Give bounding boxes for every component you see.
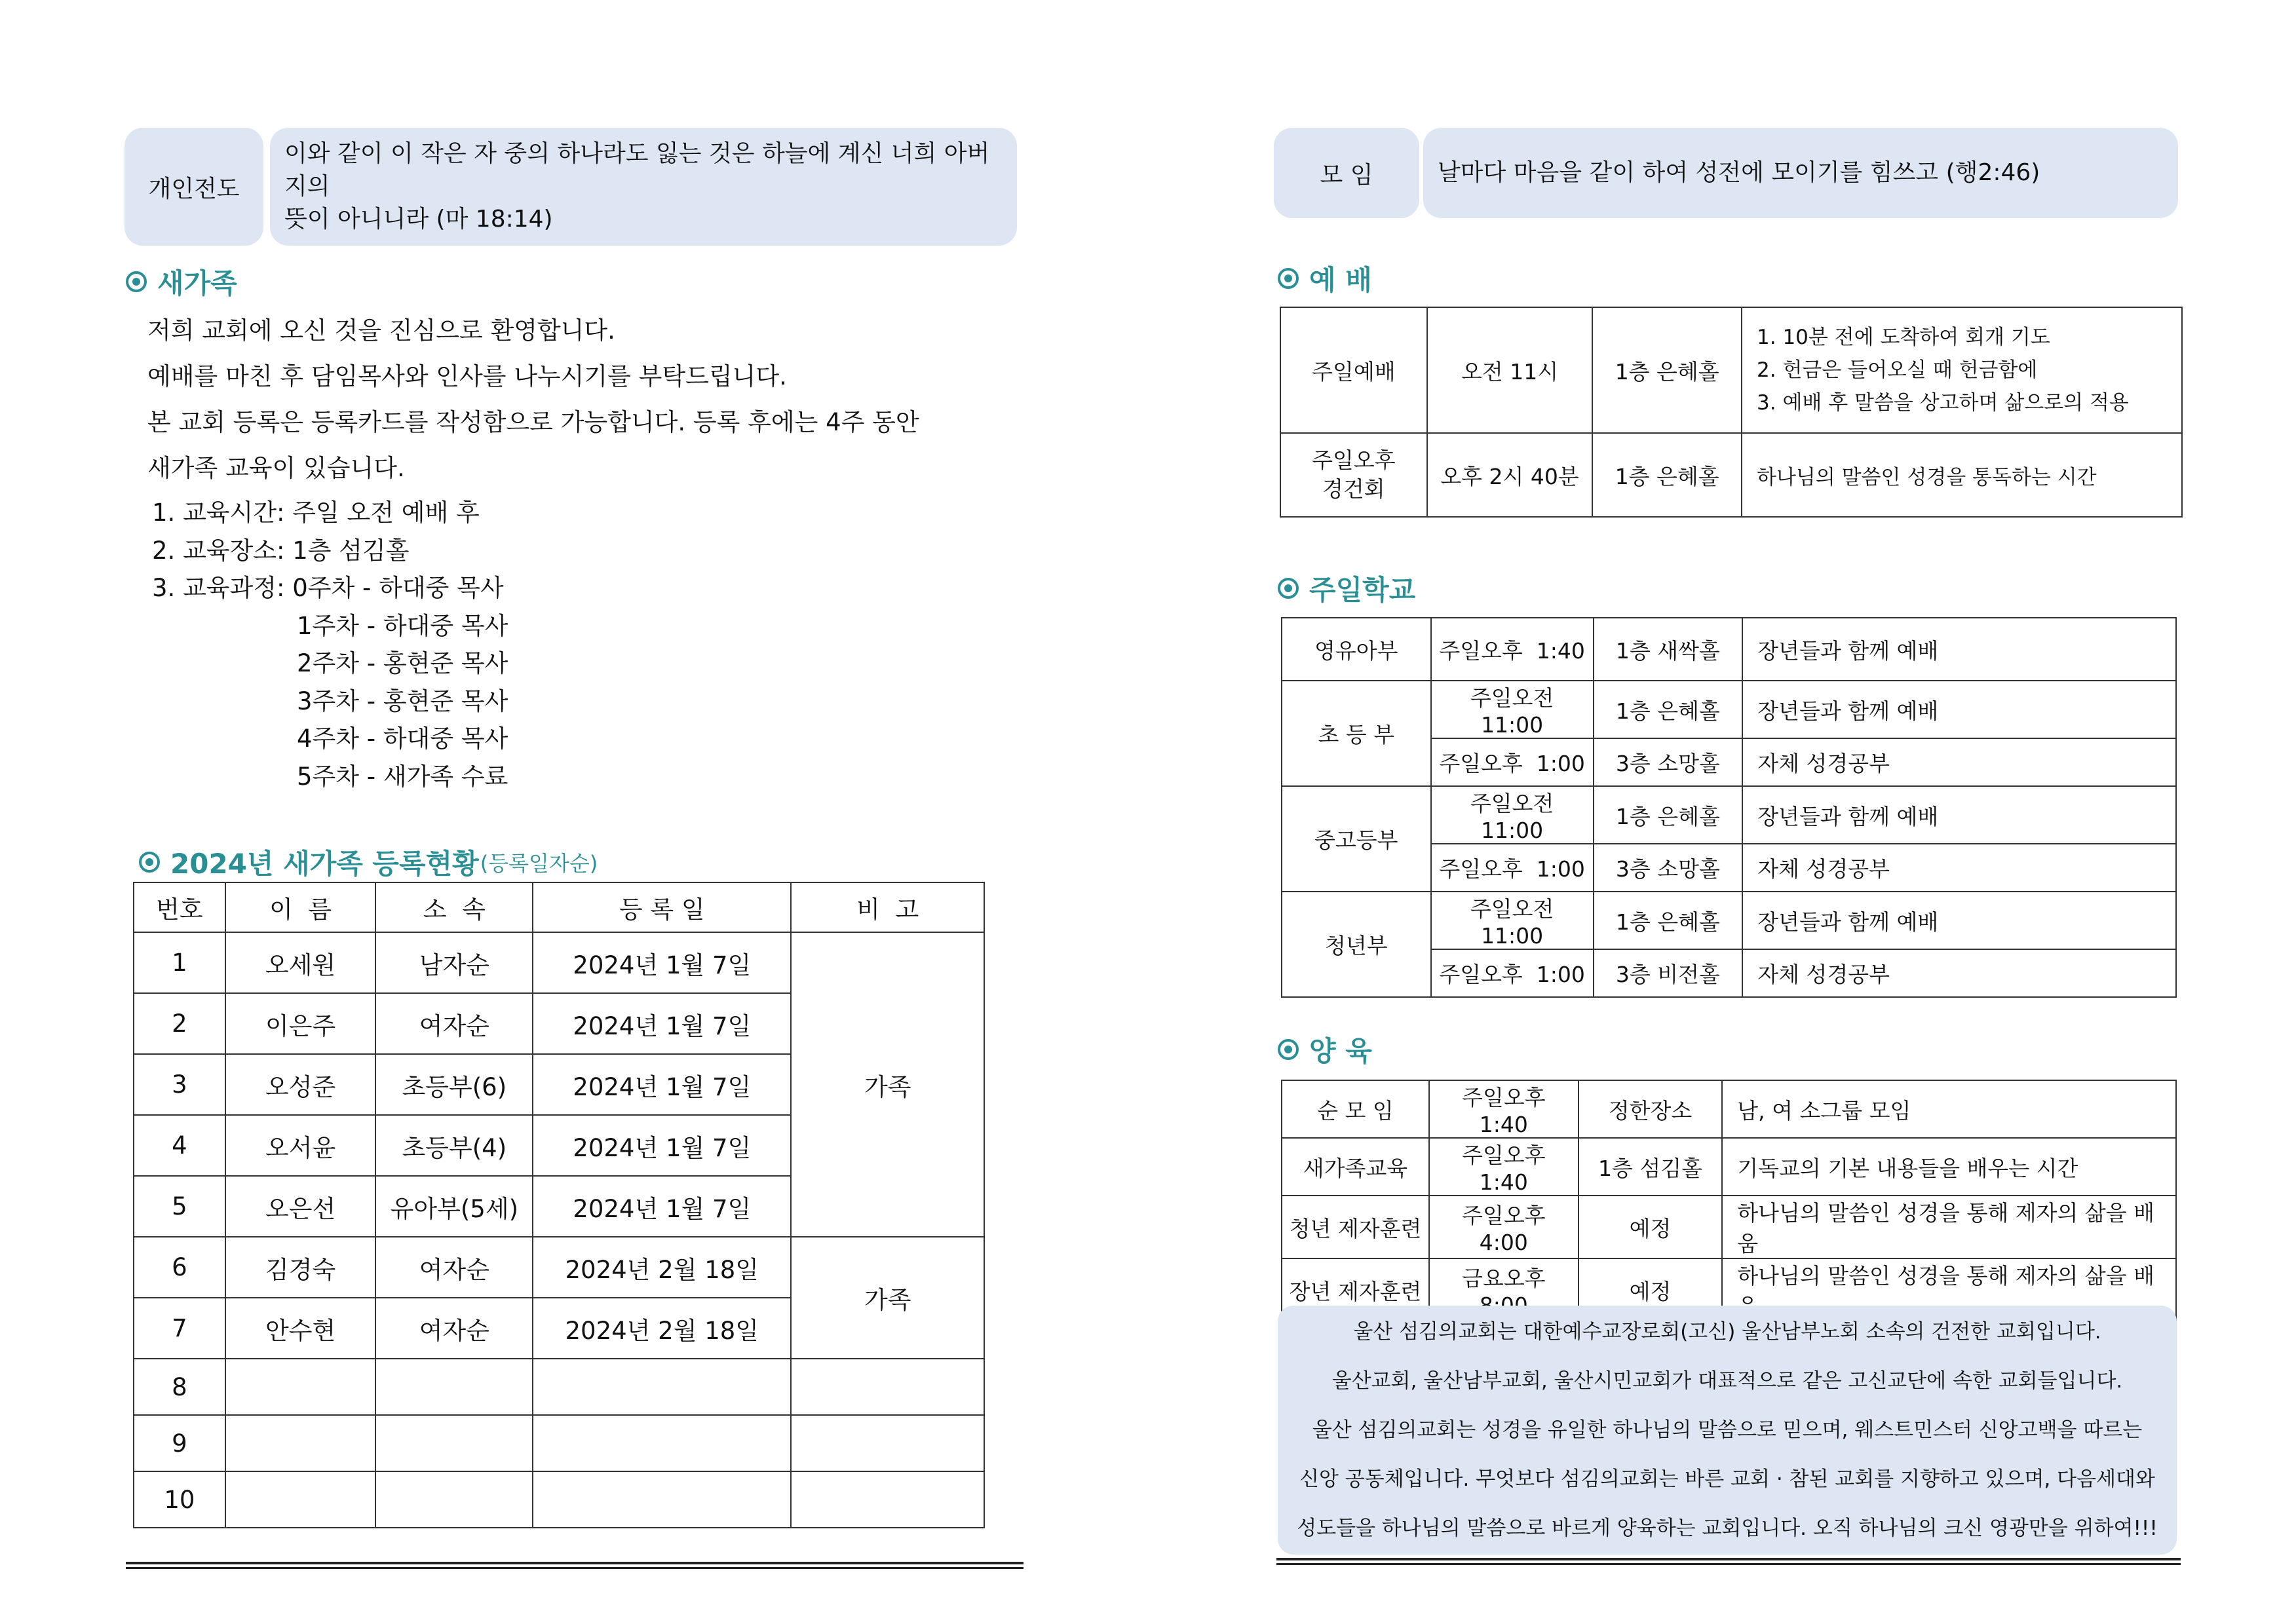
cell-desc: 장년들과 함께 예배 (1742, 618, 2176, 681)
evangelism-verse (270, 128, 1017, 246)
cell-time: 주일오전 11:00 (1431, 786, 1594, 844)
cell-time: 주일오후 1:00 (1431, 844, 1594, 892)
col-header-date: 등 록 일 (533, 882, 791, 932)
cell-name: 오세원 (225, 932, 376, 993)
new-family-heading (126, 262, 237, 301)
cell-desc: 장년들과 함께 예배 (1742, 786, 2176, 844)
intro-line: 새가족 교육이 있습니다. (147, 454, 405, 482)
cell-name: 이은주 (225, 993, 376, 1054)
table-row (134, 1359, 984, 1415)
cell-dept: 초 등 부 (1282, 681, 1431, 786)
cell-name (225, 1415, 376, 1471)
cell-place: 1층 은혜홀 (1592, 307, 1742, 433)
cell-no: 8 (134, 1359, 225, 1415)
education-item: 3주차 - 홍현준 목사 (297, 687, 508, 715)
cell-name: 김경숙 (225, 1237, 376, 1298)
cell-place: 3층 소망홀 (1594, 844, 1743, 892)
cell-desc: 자체 성경공부 (1742, 949, 2176, 997)
footer-rule (1276, 1558, 2181, 1560)
nurture-heading (1278, 1030, 1372, 1069)
worship-table (1280, 307, 2183, 518)
cell-time: 금요오후 (1429, 1258, 1578, 1321)
bullet-icon (1278, 1039, 1299, 1060)
cell-no: 9 (134, 1415, 225, 1471)
cell-place: 정한장소 (1578, 1080, 1723, 1138)
registration-table (133, 882, 985, 1528)
cell-group (375, 1415, 533, 1471)
cell-name: 주일예배 (1280, 307, 1427, 433)
registration-heading (139, 842, 598, 882)
note-line: 1. 10분 전에 도착하여 회개 기도 (1757, 326, 2050, 349)
cell-place: 1층 은혜홀 (1594, 786, 1743, 844)
sunday-school-heading (1278, 569, 1415, 608)
cell-name: 안수현 (225, 1298, 376, 1359)
cell-group: 초등부(6) (375, 1054, 533, 1115)
new-family-heading-text: 새가족 (157, 267, 237, 299)
table-row (1282, 1138, 2176, 1196)
cell-group (375, 1471, 533, 1528)
education-item: 2주차 - 홍현준 목사 (297, 649, 508, 677)
cell-note (791, 1415, 984, 1471)
cell-no: 10 (134, 1471, 225, 1528)
footer-rule (126, 1567, 1024, 1569)
cell-group: 여자순 (375, 1298, 533, 1359)
cell-group: 여자순 (375, 1237, 533, 1298)
table-row (134, 1415, 984, 1471)
cell-time: 주일오후 1:40 (1429, 1138, 1578, 1196)
education-item: 2. 교육장소: 1층 섬김홀 (152, 536, 410, 565)
cell-no: 6 (134, 1237, 225, 1298)
church-info-box (1278, 1306, 2177, 1555)
cell-date: 2024년 1월 7일 (533, 993, 791, 1054)
col-header-name: 이 름 (225, 882, 376, 932)
cell-date: 2024년 1월 7일 (533, 1176, 791, 1237)
footer-rule (1276, 1563, 2181, 1565)
cell-no: 2 (134, 993, 225, 1054)
cell-desc: 남, 여 소그룹 모임 (1722, 1080, 2176, 1138)
cell-place: 예정 (1578, 1258, 1723, 1321)
table-row (1282, 1080, 2176, 1138)
cell-time: 주일오후 4:00 (1429, 1196, 1578, 1258)
cell-notes (1742, 307, 2182, 433)
cell-place: 3층 비전홀 (1594, 949, 1743, 997)
col-header-group: 소 속 (375, 882, 533, 932)
education-list (152, 494, 508, 795)
cell-name: 오서윤 (225, 1115, 376, 1176)
bullet-icon (1278, 578, 1299, 599)
cell-name: 순 모 임 (1282, 1080, 1429, 1138)
church-info-line: 울산교회, 울산남부교회, 울산시민교회가 대표적으로 같은 고신교단에 속한 교회들입니다. (1331, 1369, 2123, 1393)
nurture-heading-text: 양 육 (1309, 1035, 1372, 1067)
sunday-school-table (1281, 617, 2177, 998)
cell-time: 주일오후 1:40 (1431, 618, 1594, 681)
cell-time: 주일오전 11:00 (1431, 681, 1594, 738)
sunday-school-heading-text: 주일학교 (1309, 574, 1416, 606)
cell-desc: 하나님의 말씀인 성경을 통해 제자의 삶을 배움 (1722, 1196, 2176, 1258)
cell-date (533, 1415, 791, 1471)
meeting-verse (1423, 128, 2178, 218)
cell-desc: 장년들과 함께 예배 (1742, 892, 2176, 949)
cell-place: 1층 새싹홀 (1594, 618, 1743, 681)
cell-date: 2024년 1월 7일 (533, 932, 791, 993)
footer-rule (126, 1562, 1024, 1564)
cell-place: 예정 (1578, 1196, 1723, 1258)
cell-date: 2024년 1월 7일 (533, 1054, 791, 1115)
church-info-line: 성도들을 하나님의 말씀으로 바르게 양육하는 교회입니다. 오직 하나님의 크신 영광만을 위하여!!! (1297, 1517, 2158, 1540)
cell-name: 장년 제자훈련 (1282, 1258, 1429, 1321)
cell-note (791, 1471, 984, 1528)
nurture-table (1281, 1080, 2177, 1322)
evangelism-label (124, 128, 263, 246)
cell-note (791, 1359, 984, 1415)
cell-time: 주일오후 1:00 (1431, 738, 1594, 786)
intro-line: 예배를 마친 후 담임목사와 인사를 나누시기를 부탁드립니다. (147, 362, 787, 390)
cell-desc: 하나님의 말씀인 성경을 통해 제자의 삶을 배 (1722, 1258, 2176, 1321)
church-info-line: 울산 섬김의교회는 성경을 유일한 하나님의 말씀으로 믿으며, 웨스트민스터 신앙고백을 따르는 (1312, 1418, 2143, 1442)
cell-group: 여자순 (375, 993, 533, 1054)
registration-heading-note: (등록일자순) (480, 851, 598, 876)
cell-desc: 자체 성경공부 (1742, 844, 2176, 892)
cell-date (533, 1471, 791, 1528)
worship-heading (1278, 259, 1372, 298)
cell-dept: 영유아부 (1282, 618, 1431, 681)
intro-line: 저희 교회에 오신 것을 진심으로 환영합니다. (147, 316, 615, 345)
cell-time: 주일오후 1:00 (1431, 949, 1594, 997)
cell-name (225, 1471, 376, 1528)
cell-place: 1층 섬김홀 (1578, 1138, 1723, 1196)
table-row (134, 1237, 984, 1298)
note-line: 2. 헌금은 들어오실 때 헌금함에 (1757, 358, 2038, 382)
church-info-line: 울산 섬김의교회는 대한예수교장로회(고신) 울산남부노회 소속의 건전한 교회입니다. (1353, 1320, 2101, 1344)
education-item: 5주차 - 새가족 수료 (297, 762, 508, 791)
cell-dept: 중고등부 (1282, 786, 1431, 892)
cell-name: 새가족교육 (1282, 1138, 1429, 1196)
cell-name: 청년 제자훈련 (1282, 1196, 1429, 1258)
cell-group: 유아부(5세) (375, 1176, 533, 1237)
name-line: 경건회 (1322, 476, 1385, 502)
table-row (1282, 618, 2176, 681)
name-line: 주일오후 (1312, 447, 1396, 473)
col-header-note: 비 고 (791, 882, 984, 932)
intro-line: 본 교회 등록은 등록카드를 작성함으로 가능합니다. 등록 후에는 4주 동안 (147, 408, 919, 436)
education-item: 3. 교육과정: 0주차 - 하대중 목사 (152, 574, 504, 602)
col-header-no: 번호 (134, 882, 225, 932)
cell-date: 2024년 2월 18일 (533, 1237, 791, 1298)
meeting-label (1274, 128, 1419, 218)
cell-desc: 장년들과 함께 예배 (1742, 681, 2176, 738)
table-row (134, 932, 984, 993)
bullet-icon (139, 852, 160, 873)
education-item: 4주차 - 하대중 목사 (297, 725, 508, 753)
church-info-line: 신앙 공동체입니다. 무엇보다 섬김의교회는 바른 교회 · 참된 교회를 지향하고 있으며, 다음세대와 (1299, 1467, 2155, 1491)
cell-place: 1층 은혜홀 (1594, 681, 1743, 738)
table-row (1282, 1196, 2176, 1258)
cell-name (225, 1359, 376, 1415)
evangelism-verse-line1: 이와 같이 이 작은 자 중의 하나라도 잃는 것은 하늘에 계신 너희 아버지의 (284, 140, 990, 200)
cell-no: 5 (134, 1176, 225, 1237)
table-row (1282, 786, 2176, 844)
worship-heading-text: 예 배 (1309, 264, 1372, 296)
cell-date: 2024년 2월 18일 (533, 1298, 791, 1359)
cell-name: 오성준 (225, 1054, 376, 1115)
cell-desc: 자체 성경공부 (1742, 738, 2176, 786)
bullet-icon (126, 271, 147, 292)
cell-note: 가족 (791, 932, 984, 1237)
new-family-intro (147, 308, 919, 491)
note-line: 3. 예배 후 말씀을 상고하며 삶으로의 적용 (1757, 391, 2129, 415)
cell-no: 7 (134, 1298, 225, 1359)
cell-date (533, 1359, 791, 1415)
cell-desc: 기독교의 기본 내용들을 배우는 시간 (1722, 1138, 2176, 1196)
cell-no: 1 (134, 932, 225, 993)
education-item: 1. 교육시간: 주일 오전 예배 후 (152, 499, 480, 527)
cell-name: 오은선 (225, 1176, 376, 1237)
registration-heading-text: 2024년 새가족 등록현황 (170, 848, 479, 880)
evangelism-verse-line2: 뜻이 아니니라 (마 18:14) (284, 206, 553, 233)
cell-place: 1층 은혜홀 (1592, 433, 1742, 517)
cell-no: 4 (134, 1115, 225, 1176)
cell-time: 주일오후 1:40 (1429, 1080, 1578, 1138)
table-row (1280, 433, 2182, 517)
table-row (1282, 892, 2176, 949)
cell-group: 남자순 (375, 932, 533, 993)
cell-time: 주일오전 11:00 (1431, 892, 1594, 949)
table-row (1282, 681, 2176, 738)
education-item: 1주차 - 하대중 목사 (297, 611, 508, 640)
cell-place: 3층 소망홀 (1594, 738, 1743, 786)
table-row (134, 1471, 984, 1528)
meeting-verse-text: 날마다 마음을 같이 하여 성전에 모이기를 힘쓰고 (행2:46) (1438, 159, 2040, 186)
table-row (1280, 307, 2182, 433)
cell-date: 2024년 1월 7일 (533, 1115, 791, 1176)
cell-group (375, 1359, 533, 1415)
cell-time: 오전 11시 (1427, 307, 1593, 433)
cell-name (1280, 433, 1427, 517)
cell-time: 오후 2시 40분 (1427, 433, 1593, 517)
meeting-label-text: 모 임 (1320, 161, 1373, 189)
cell-place: 1층 은혜홀 (1594, 892, 1743, 949)
cell-no: 3 (134, 1054, 225, 1115)
bullet-icon (1278, 268, 1299, 289)
cell-note: 가족 (791, 1237, 984, 1359)
cell-group: 초등부(4) (375, 1115, 533, 1176)
cell-dept: 청년부 (1282, 892, 1431, 997)
cell-notes: 하나님의 말씀인 성경을 통독하는 시간 (1742, 433, 2182, 517)
evangelism-label-text: 개인전도 (148, 175, 240, 202)
